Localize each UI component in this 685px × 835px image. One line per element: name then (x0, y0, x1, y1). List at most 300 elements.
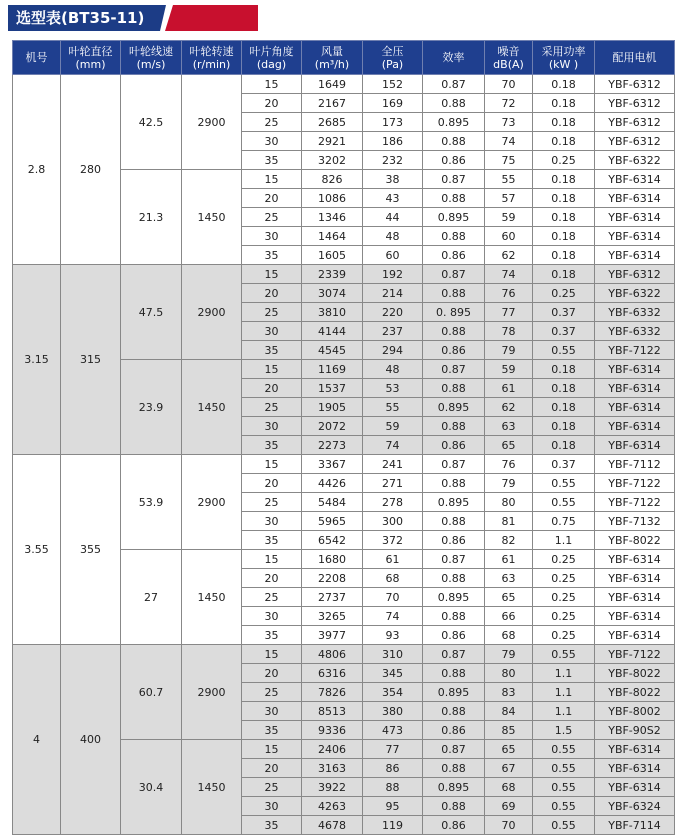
motor-cell: YBF-6314 (595, 436, 675, 455)
pressure-cell: 372 (363, 531, 423, 550)
column-header (61, 41, 121, 75)
model-cell: 3.55 (13, 455, 61, 645)
power-cell: 0.55 (533, 797, 595, 816)
efficiency-cell: 0.88 (423, 94, 485, 113)
motor-cell: YBF-6314 (595, 550, 675, 569)
column-header (302, 41, 363, 75)
efficiency-cell: 0.88 (423, 474, 485, 493)
power-cell: 1.1 (533, 702, 595, 721)
column-header (595, 41, 675, 75)
noise-cell: 62 (485, 246, 533, 265)
blade-angle-cell: 30 (242, 702, 302, 721)
noise-cell: 66 (485, 607, 533, 626)
noise-cell: 67 (485, 759, 533, 778)
airflow-cell: 6542 (302, 531, 363, 550)
pressure-cell: 70 (363, 588, 423, 607)
motor-cell: YBF-6314 (595, 569, 675, 588)
blade-angle-cell: 25 (242, 398, 302, 417)
airflow-cell: 3202 (302, 151, 363, 170)
diameter-cell: 400 (61, 645, 121, 835)
pressure-cell: 173 (363, 113, 423, 132)
motor-cell: YBF-6314 (595, 778, 675, 797)
column-header-label: 叶轮转速 (189, 44, 234, 58)
column-header (363, 41, 423, 75)
efficiency-cell: 0.87 (423, 360, 485, 379)
pressure-cell: 119 (363, 816, 423, 835)
efficiency-cell: 0.86 (423, 436, 485, 455)
diameter-cell: 315 (61, 265, 121, 455)
efficiency-cell: 0.86 (423, 246, 485, 265)
airflow-cell: 3922 (302, 778, 363, 797)
efficiency-cell: 0.88 (423, 702, 485, 721)
power-cell: 0.25 (533, 284, 595, 303)
column-header-label: 采用功率 (541, 44, 586, 58)
pressure-cell: 214 (363, 284, 423, 303)
efficiency-cell: 0.895 (423, 113, 485, 132)
column-header (13, 41, 61, 75)
efficiency-cell: 0.86 (423, 721, 485, 740)
column-header-label: 叶轮线速 (129, 44, 173, 58)
column-header (121, 41, 182, 75)
pressure-cell: 354 (363, 683, 423, 702)
blade-angle-cell: 35 (242, 721, 302, 740)
airflow-cell: 1605 (302, 246, 363, 265)
noise-cell: 60 (485, 227, 533, 246)
column-header (423, 41, 485, 75)
airflow-cell: 1464 (302, 227, 363, 246)
pressure-cell: 294 (363, 341, 423, 360)
noise-cell: 74 (485, 132, 533, 151)
blade-angle-cell: 35 (242, 816, 302, 835)
efficiency-cell: 0.86 (423, 341, 485, 360)
power-cell: 0.18 (533, 189, 595, 208)
noise-cell: 62 (485, 398, 533, 417)
column-header (182, 41, 242, 75)
power-cell: 0.18 (533, 208, 595, 227)
blade-angle-cell: 30 (242, 322, 302, 341)
rpm-cell: 2900 (182, 265, 242, 360)
airflow-cell: 1680 (302, 550, 363, 569)
blade-angle-cell: 25 (242, 683, 302, 702)
noise-cell: 59 (485, 208, 533, 227)
power-cell: 0.18 (533, 246, 595, 265)
column-header (242, 41, 302, 75)
noise-cell: 82 (485, 531, 533, 550)
column-header-unit: (kW ) (548, 57, 579, 71)
blade-angle-cell: 20 (242, 189, 302, 208)
airflow-cell: 3810 (302, 303, 363, 322)
efficiency-cell: 0.86 (423, 151, 485, 170)
blade-angle-cell: 15 (242, 75, 302, 94)
column-header-unit: (r/min) (192, 57, 231, 71)
motor-cell: YBF-6312 (595, 265, 675, 284)
table-header (13, 41, 675, 75)
pressure-cell: 74 (363, 607, 423, 626)
pressure-cell: 55 (363, 398, 423, 417)
motor-cell: YBF-6314 (595, 759, 675, 778)
power-cell: 0.25 (533, 626, 595, 645)
column-header-label: 叶轮直径 (68, 44, 113, 58)
tip-speed-cell: 27 (121, 550, 182, 645)
noise-cell: 79 (485, 474, 533, 493)
pressure-cell: 68 (363, 569, 423, 588)
page-title: 选型表(BT35-11) (8, 5, 173, 31)
pressure-cell: 232 (363, 151, 423, 170)
rpm-cell: 2900 (182, 645, 242, 740)
noise-cell: 73 (485, 113, 533, 132)
airflow-cell: 2339 (302, 265, 363, 284)
power-cell: 0.25 (533, 151, 595, 170)
blade-angle-cell: 15 (242, 170, 302, 189)
motor-cell: YBF-90S2 (595, 721, 675, 740)
column-header-unit: (m/s) (136, 57, 166, 71)
efficiency-cell: 0.895 (423, 493, 485, 512)
column-header (533, 41, 595, 75)
motor-cell: YBF-6322 (595, 151, 675, 170)
motor-cell: YBF-6314 (595, 208, 675, 227)
motor-cell: YBF-6332 (595, 303, 675, 322)
motor-cell: YBF-6312 (595, 132, 675, 151)
column-header-label: 叶片角度 (249, 44, 294, 58)
table-body (13, 75, 675, 835)
power-cell: 0.55 (533, 740, 595, 759)
noise-cell: 80 (485, 493, 533, 512)
efficiency-cell: 0. 895 (423, 303, 485, 322)
efficiency-cell: 0.895 (423, 208, 485, 227)
noise-cell: 68 (485, 778, 533, 797)
motor-cell: YBF-6314 (595, 227, 675, 246)
rpm-cell: 1450 (182, 550, 242, 645)
power-cell: 0.18 (533, 132, 595, 151)
power-cell: 0.55 (533, 816, 595, 835)
power-cell: 0.18 (533, 227, 595, 246)
column-header (485, 41, 533, 75)
airflow-cell: 7826 (302, 683, 363, 702)
airflow-cell: 2072 (302, 417, 363, 436)
blade-angle-cell: 20 (242, 759, 302, 778)
selection-table (12, 40, 675, 835)
motor-cell: YBF-6312 (595, 113, 675, 132)
pressure-cell: 310 (363, 645, 423, 664)
motor-cell: YBF-6314 (595, 360, 675, 379)
pressure-cell: 38 (363, 170, 423, 189)
pressure-cell: 345 (363, 664, 423, 683)
noise-cell: 70 (485, 816, 533, 835)
motor-cell: YBF-8002 (595, 702, 675, 721)
column-header-label: 全压 (381, 44, 404, 58)
blade-angle-cell: 15 (242, 360, 302, 379)
blade-angle-cell: 20 (242, 474, 302, 493)
motor-cell: YBF-6312 (595, 94, 675, 113)
pressure-cell: 44 (363, 208, 423, 227)
pressure-cell: 300 (363, 512, 423, 531)
blade-angle-cell: 25 (242, 778, 302, 797)
motor-cell: YBF-7122 (595, 493, 675, 512)
noise-cell: 65 (485, 588, 533, 607)
airflow-cell: 1346 (302, 208, 363, 227)
efficiency-cell: 0.87 (423, 170, 485, 189)
tip-speed-cell: 47.5 (121, 265, 182, 360)
table-row (13, 645, 675, 664)
power-cell: 0.18 (533, 417, 595, 436)
pressure-cell: 473 (363, 721, 423, 740)
noise-cell: 59 (485, 360, 533, 379)
noise-cell: 68 (485, 626, 533, 645)
blade-angle-cell: 15 (242, 645, 302, 664)
noise-cell: 63 (485, 569, 533, 588)
airflow-cell: 2737 (302, 588, 363, 607)
tip-speed-cell: 53.9 (121, 455, 182, 550)
pressure-cell: 59 (363, 417, 423, 436)
airflow-cell: 4263 (302, 797, 363, 816)
efficiency-cell: 0.88 (423, 512, 485, 531)
power-cell: 0.18 (533, 265, 595, 284)
airflow-cell: 4426 (302, 474, 363, 493)
airflow-cell: 4678 (302, 816, 363, 835)
efficiency-cell: 0.895 (423, 683, 485, 702)
pressure-cell: 60 (363, 246, 423, 265)
motor-cell: YBF-8022 (595, 531, 675, 550)
motor-cell: YBF-6322 (595, 284, 675, 303)
efficiency-cell: 0.88 (423, 664, 485, 683)
pressure-cell: 169 (363, 94, 423, 113)
rpm-cell: 2900 (182, 75, 242, 170)
power-cell: 0.25 (533, 569, 595, 588)
noise-cell: 63 (485, 417, 533, 436)
blade-angle-cell: 25 (242, 588, 302, 607)
efficiency-cell: 0.87 (423, 75, 485, 94)
airflow-cell: 1086 (302, 189, 363, 208)
noise-cell: 79 (485, 645, 533, 664)
noise-cell: 70 (485, 75, 533, 94)
motor-cell: YBF-6314 (595, 379, 675, 398)
noise-cell: 69 (485, 797, 533, 816)
efficiency-cell: 0.88 (423, 417, 485, 436)
blade-angle-cell: 15 (242, 455, 302, 474)
blade-angle-cell: 30 (242, 132, 302, 151)
blade-angle-cell: 30 (242, 512, 302, 531)
column-header-label: 噪音 (497, 44, 520, 58)
tip-speed-cell: 21.3 (121, 170, 182, 265)
efficiency-cell: 0.88 (423, 227, 485, 246)
blade-angle-cell: 30 (242, 607, 302, 626)
pressure-cell: 77 (363, 740, 423, 759)
noise-cell: 84 (485, 702, 533, 721)
airflow-cell: 5965 (302, 512, 363, 531)
rpm-cell: 1450 (182, 170, 242, 265)
diameter-cell: 280 (61, 75, 121, 265)
power-cell: 0.18 (533, 113, 595, 132)
motor-cell: YBF-6332 (595, 322, 675, 341)
power-cell: 1.5 (533, 721, 595, 740)
motor-cell: YBF-7112 (595, 455, 675, 474)
efficiency-cell: 0.895 (423, 398, 485, 417)
table-row (13, 75, 675, 94)
noise-cell: 61 (485, 550, 533, 569)
power-cell: 0.18 (533, 436, 595, 455)
column-header-label: 效率 (442, 51, 465, 64)
motor-cell: YBF-7132 (595, 512, 675, 531)
airflow-cell: 1169 (302, 360, 363, 379)
airflow-cell: 1537 (302, 379, 363, 398)
pressure-cell: 186 (363, 132, 423, 151)
airflow-cell: 5484 (302, 493, 363, 512)
power-cell: 0.18 (533, 360, 595, 379)
column-header-label: 风量 (321, 44, 343, 58)
airflow-cell: 2406 (302, 740, 363, 759)
motor-cell: YBF-6314 (595, 246, 675, 265)
efficiency-cell: 0.88 (423, 797, 485, 816)
power-cell: 1.1 (533, 531, 595, 550)
airflow-cell: 8513 (302, 702, 363, 721)
pressure-cell: 278 (363, 493, 423, 512)
motor-cell: YBF-6324 (595, 797, 675, 816)
power-cell: 0.18 (533, 398, 595, 417)
power-cell: 0.25 (533, 550, 595, 569)
column-header-unit: (m³/h) (314, 57, 350, 71)
power-cell: 0.55 (533, 474, 595, 493)
motor-cell: YBF-8022 (595, 683, 675, 702)
efficiency-cell: 0.895 (423, 778, 485, 797)
power-cell: 1.1 (533, 683, 595, 702)
airflow-cell: 3265 (302, 607, 363, 626)
tip-speed-cell: 60.7 (121, 645, 182, 740)
airflow-cell: 2208 (302, 569, 363, 588)
pressure-cell: 61 (363, 550, 423, 569)
efficiency-cell: 0.86 (423, 626, 485, 645)
motor-cell: YBF-8022 (595, 664, 675, 683)
airflow-cell: 3977 (302, 626, 363, 645)
blade-angle-cell: 20 (242, 284, 302, 303)
power-cell: 0.55 (533, 341, 595, 360)
blade-angle-cell: 35 (242, 436, 302, 455)
blade-angle-cell: 35 (242, 151, 302, 170)
rpm-cell: 2900 (182, 455, 242, 550)
motor-cell: YBF-7122 (595, 474, 675, 493)
efficiency-cell: 0.88 (423, 132, 485, 151)
motor-cell: YBF-6314 (595, 189, 675, 208)
blade-angle-cell: 25 (242, 113, 302, 132)
power-cell: 0.75 (533, 512, 595, 531)
airflow-cell: 6316 (302, 664, 363, 683)
blade-angle-cell: 30 (242, 227, 302, 246)
power-cell: 0.37 (533, 455, 595, 474)
motor-cell: YBF-6314 (595, 607, 675, 626)
efficiency-cell: 0.87 (423, 740, 485, 759)
blade-angle-cell: 25 (242, 208, 302, 227)
power-cell: 0.25 (533, 607, 595, 626)
noise-cell: 75 (485, 151, 533, 170)
blade-angle-cell: 20 (242, 569, 302, 588)
tip-speed-cell: 23.9 (121, 360, 182, 455)
motor-cell: YBF-6314 (595, 588, 675, 607)
efficiency-cell: 0.88 (423, 322, 485, 341)
noise-cell: 79 (485, 341, 533, 360)
motor-cell: YBF-7114 (595, 816, 675, 835)
noise-cell: 74 (485, 265, 533, 284)
column-header-label: 配用电机 (612, 51, 657, 64)
pressure-cell: 95 (363, 797, 423, 816)
efficiency-cell: 0.88 (423, 759, 485, 778)
noise-cell: 83 (485, 683, 533, 702)
column-header-unit: (Pa) (381, 57, 404, 71)
efficiency-cell: 0.88 (423, 379, 485, 398)
motor-cell: YBF-6314 (595, 626, 675, 645)
efficiency-cell: 0.88 (423, 607, 485, 626)
pressure-cell: 74 (363, 436, 423, 455)
airflow-cell: 2685 (302, 113, 363, 132)
blade-angle-cell: 20 (242, 664, 302, 683)
pressure-cell: 48 (363, 360, 423, 379)
power-cell: 0.18 (533, 170, 595, 189)
noise-cell: 80 (485, 664, 533, 683)
blade-angle-cell: 35 (242, 341, 302, 360)
efficiency-cell: 0.87 (423, 455, 485, 474)
power-cell: 0.55 (533, 645, 595, 664)
blade-angle-cell: 35 (242, 626, 302, 645)
pressure-cell: 271 (363, 474, 423, 493)
airflow-cell: 1649 (302, 75, 363, 94)
blade-angle-cell: 20 (242, 94, 302, 113)
power-cell: 0.37 (533, 322, 595, 341)
airflow-cell: 4144 (302, 322, 363, 341)
rpm-cell: 1450 (182, 360, 242, 455)
motor-cell: YBF-6314 (595, 398, 675, 417)
blade-angle-cell: 20 (242, 379, 302, 398)
airflow-cell: 9336 (302, 721, 363, 740)
pressure-cell: 241 (363, 455, 423, 474)
noise-cell: 55 (485, 170, 533, 189)
airflow-cell: 3074 (302, 284, 363, 303)
title-accent (165, 5, 258, 31)
power-cell: 0.55 (533, 759, 595, 778)
column-header-label: 机号 (25, 51, 48, 64)
motor-cell: YBF-6314 (595, 417, 675, 436)
efficiency-cell: 0.86 (423, 531, 485, 550)
power-cell: 0.18 (533, 94, 595, 113)
motor-cell: YBF-7122 (595, 341, 675, 360)
column-header-unit: dB(A) (493, 57, 524, 71)
noise-cell: 65 (485, 740, 533, 759)
blade-angle-cell: 30 (242, 417, 302, 436)
pressure-cell: 220 (363, 303, 423, 322)
pressure-cell: 86 (363, 759, 423, 778)
table-row (13, 265, 675, 284)
power-cell: 0.18 (533, 75, 595, 94)
blade-angle-cell: 25 (242, 303, 302, 322)
noise-cell: 78 (485, 322, 533, 341)
blade-angle-cell: 15 (242, 740, 302, 759)
airflow-cell: 4545 (302, 341, 363, 360)
blade-angle-cell: 35 (242, 246, 302, 265)
motor-cell: YBF-7122 (595, 645, 675, 664)
efficiency-cell: 0.88 (423, 189, 485, 208)
airflow-cell: 2921 (302, 132, 363, 151)
noise-cell: 65 (485, 436, 533, 455)
pressure-cell: 192 (363, 265, 423, 284)
airflow-cell: 4806 (302, 645, 363, 664)
model-cell: 4 (13, 645, 61, 835)
pressure-cell: 152 (363, 75, 423, 94)
blade-angle-cell: 15 (242, 265, 302, 284)
pressure-cell: 93 (363, 626, 423, 645)
power-cell: 0.55 (533, 778, 595, 797)
diameter-cell: 355 (61, 455, 121, 645)
noise-cell: 61 (485, 379, 533, 398)
blade-angle-cell: 30 (242, 797, 302, 816)
tip-speed-cell: 42.5 (121, 75, 182, 170)
airflow-cell: 3367 (302, 455, 363, 474)
